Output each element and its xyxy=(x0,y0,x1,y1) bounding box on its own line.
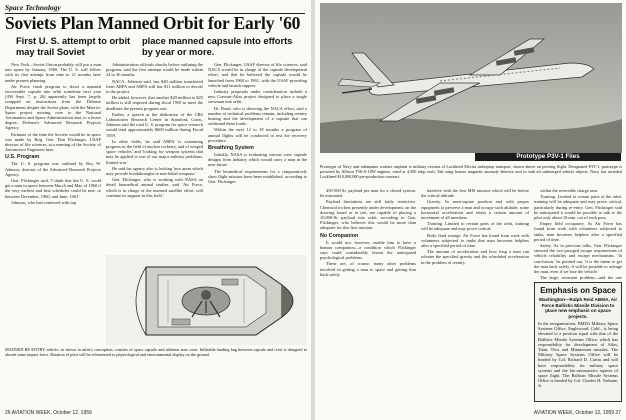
capsule-drawing xyxy=(106,255,307,345)
paragraph: 450-500 lb. payload per man for a closed system, he estimated. xyxy=(320,188,416,199)
page-folio: AVIATION WEEK, October 12, 1959 27 xyxy=(533,410,621,416)
paragraph: Gen. Flickinger said, 'I think that the U. S. could get a man in space between March and May of 1960 if the very earliest and best schedules could be met, or between December, 1960, and June, 1961.' xyxy=(5,178,101,199)
paragraph: The U. S. program was outlined by Roy W. Johnson, director of the Advanced Research Projects Agency. xyxy=(5,161,101,177)
left-page xyxy=(0,0,311,420)
paragraph: He added, however, that another $20 million to $25 million is still required during fiscal 1959 to meet the deadlines the present program sets. xyxy=(106,95,203,111)
paragraph: Empty field occupancy. As Air Force has found from work with volunteers subjected to tanks, man becomes helpless after a specified period of time. xyxy=(534,221,622,242)
paragraph: Gravity. In semi-supine position and with proper equipment to preserve a man and occupy such altitude, some horizontal acceleration and retain a certain amount of movement of all members. xyxy=(421,199,529,221)
p3v-aircraft-image xyxy=(320,3,622,153)
paragraph: Safety. As in previous talks, Gen. Flickinger stressed the two-pronged escape requirements of vehicle reliability and escape mechanisms. 'In conclusion,' he pointed out, 'it is the intent to get the man back safely. It will be possible to salvage the man, even if we lose the vehicle.' xyxy=(534,243,622,275)
article-column-5 xyxy=(421,188,529,406)
paragraph: Earlier, a speech at the dedication of the CBS Laboratories Research Center in Stamford, Conn., Johnson said the total U. S. program for space research would total approximately $600 million during Fiscal 1959. xyxy=(106,111,203,138)
subheading: U.S. Program xyxy=(5,154,40,161)
paragraph: New York—Soviet Union probably will put a man into space by January, 1960. The U. S. will follow with its first attempt from nine to 21 months later under present planning. xyxy=(5,62,101,83)
aircraft-photo xyxy=(320,3,622,153)
sidebar-box xyxy=(534,282,622,402)
box-body: In the reorganization, BMD's Military Space Systems Office, Englewood, Calif., is being elevated to a position equal with that of the Ballistic Missile Systems Office, which has responsibility for development of Atlas, Titan, Thor and Minuteman missiles. The Military Space Systems Office will be headed by Col. Richard D. Curtin and will have responsibility for military space systems and the bio-astronautics aspects of space flight. The Ballistic Missile Systems Office is headed by Col. Charles H. Terhune, Jr. xyxy=(538,321,618,389)
paragraph: The large, recurrent problem—and the one xyxy=(540,275,622,280)
article-column-2 xyxy=(106,62,203,250)
paragraph: Administration officials shortly before outlining the program, said the first attempt would be made within 24 to 36 months. xyxy=(106,62,203,78)
paragraph: In other fields, he said ARPA 'is examining progress in the field of nuclear rocketry, and of winged space vehicles' and 'looking for weapon systems that may be applied to one of our major military problems, limited war.' xyxy=(106,138,203,165)
paragraph: NACA, Johnson said, has $40 million transferred from ARPA and ARPA still has $11 million to devote to the project. xyxy=(106,78,203,95)
paragraph: The amount of acceleration and how long a man can tolerate the specified gravity and the scheduled acceleration in the problem of reentry. xyxy=(421,249,529,265)
subheading: No Companion xyxy=(320,232,359,239)
paragraph: Within the next 12 to 18 months a program of animal flights will be conducted to test the recovery procedure. xyxy=(208,127,307,143)
paragraph: Estimate of the time the Soviets would be in space was made by Brig. Gen. Don Flickinger, USAF director of life sciences, at a meeting of the Society of Automotive Engineers here. xyxy=(5,131,101,153)
paragraph: within the reversible charge area. xyxy=(540,188,599,193)
article-column-3 xyxy=(208,62,307,250)
paragraph: Body fluid storage. Air Force has found from work with volunteers subjected to tanks that man becomes helpless after a specified period of time. xyxy=(421,232,529,249)
article-column-1 xyxy=(5,62,101,338)
paragraph: Gen. Flickinger, USAF director of life sciences, said NACA would be in charge of the capsule development effort, and that he believed the capsule would be launched from 1960 to 1961, with the USAF providing vehicle and launch support. xyxy=(208,62,307,88)
paragraph: It would not, however, enable him to have a human companion—a condition which Flickinger says could considerably lessen the anticipated psychological problems. xyxy=(320,239,416,261)
page-folio: 26 AVIATION WEEK, October 12, 1959 xyxy=(5,410,92,416)
box-lede: Washington—Ralph Reid ABMA, Air Force Ballistic Missile Division to place new emphasis on space projects. xyxy=(538,297,618,319)
subheading: Breathing System xyxy=(208,145,254,152)
paragraph: Air Force crash program to shoot a manned recoverable capsule into orbit sometime next year (AW Sept. 7, p. 26) apparently has been largely scrapped on instructions from the Defense Department despite the Soviet plans, with the Man-in-Space project moving over to the National Aeronautics and Space Administration and, to a lesser degree, Defense's Advanced Research Projects Agency. xyxy=(5,83,101,131)
paragraph: Gen. Flickinger, who is working with NASA on detail biomedical animal studies, said 'Air Force, which is in charge of the manned satellite effort, will continue its support in this field.' xyxy=(106,177,203,198)
headline: Soviets Plan Manned Orbit for Early '60 xyxy=(5,13,301,33)
right-page xyxy=(315,0,626,420)
paragraph: Johnson, who had conferred with top xyxy=(11,199,77,205)
paragraph: Industry proposals under consideration include a new Convair-Atlas project designed to place a single crewman into orbit. xyxy=(208,89,307,105)
box-title: Emphasis on Space xyxy=(540,286,616,295)
deck-left: First U. S. attempt to orbit may trail Soviet xyxy=(16,36,131,57)
paragraph: Initially, NASA is evaluating various crew capsule designs from industry which would carry a man in the near future. xyxy=(208,152,307,168)
figure-caption: MANNED RE-ENTRY vehicle, as shown in artist's conception, consists of space capsule and ablation nose cone. Inflatable landing bag between capsule and crest is designed to absorb some impact force. Rotation of pilot will be telemetered to physiological and environmental display on the ground. xyxy=(5,347,307,357)
paragraph: He said his agency also is looking 'into areas which may provide breakthroughs in non-lethal weapons.' xyxy=(106,165,203,177)
paragraph: Training. Limited to certain parts of the orbit, training will be adequate and may prove critical, particularly during re-entry. Gen. Flickinger said he anticipated it would be possible to talk to the pilot only about 10 min. out of each pass. xyxy=(534,194,622,221)
photo-title: Prototype P3V-1 Flies xyxy=(475,153,621,161)
paragraph: Payload limitations are still fairly restrictive. Chemical rockets presently under development, on the drawing board or in test, are capable of placing a 10,000-lb. payload into orbit, according to Gen. Flickinger, who believes this would be more than adequate for this first mission. xyxy=(320,199,416,231)
paragraph: interfere with the first MIS mission which will be before the critical altitude. xyxy=(421,188,529,199)
paragraph: Dr. Bond, who is directing the NACA effort, said a number of technical problems remain, including reentry heating and the development of a capsule that can withstand these loads. xyxy=(208,105,307,127)
section-tag: Space Technology xyxy=(5,3,305,14)
paragraph: Training. Limited to certain parts of the orbit, training will be adequate and may prove critical. xyxy=(421,221,529,232)
photo-caption: Prototype of Navy anti-submarine warfare airplane is military version of Lockheed Electra turboprop transport, shown above on proving flight. Designated P3V-1, prototype is powered by Allison T56-A-10W engines, rated at 4,500 eshp each. Tail sting houses magnetic anomaly detector unit in stub aft submerged vehicle objects. Navy has awarded Lockheed $10,000,000 pre-production contract. xyxy=(320,164,622,179)
reentry-vehicle-illustration xyxy=(106,255,307,345)
article-column-6 xyxy=(534,188,622,280)
paragraph: These are, of course, many other problems involved in getting a man to space and getting him back safely. xyxy=(320,261,416,277)
paragraph: The biomedical requirements for a comparatively short flight mission have been established, according to Gen. Flickinger. xyxy=(208,168,307,185)
deck-right: place manned capsule into efforts by year or more. xyxy=(142,36,293,57)
article-column-4 xyxy=(320,188,416,406)
